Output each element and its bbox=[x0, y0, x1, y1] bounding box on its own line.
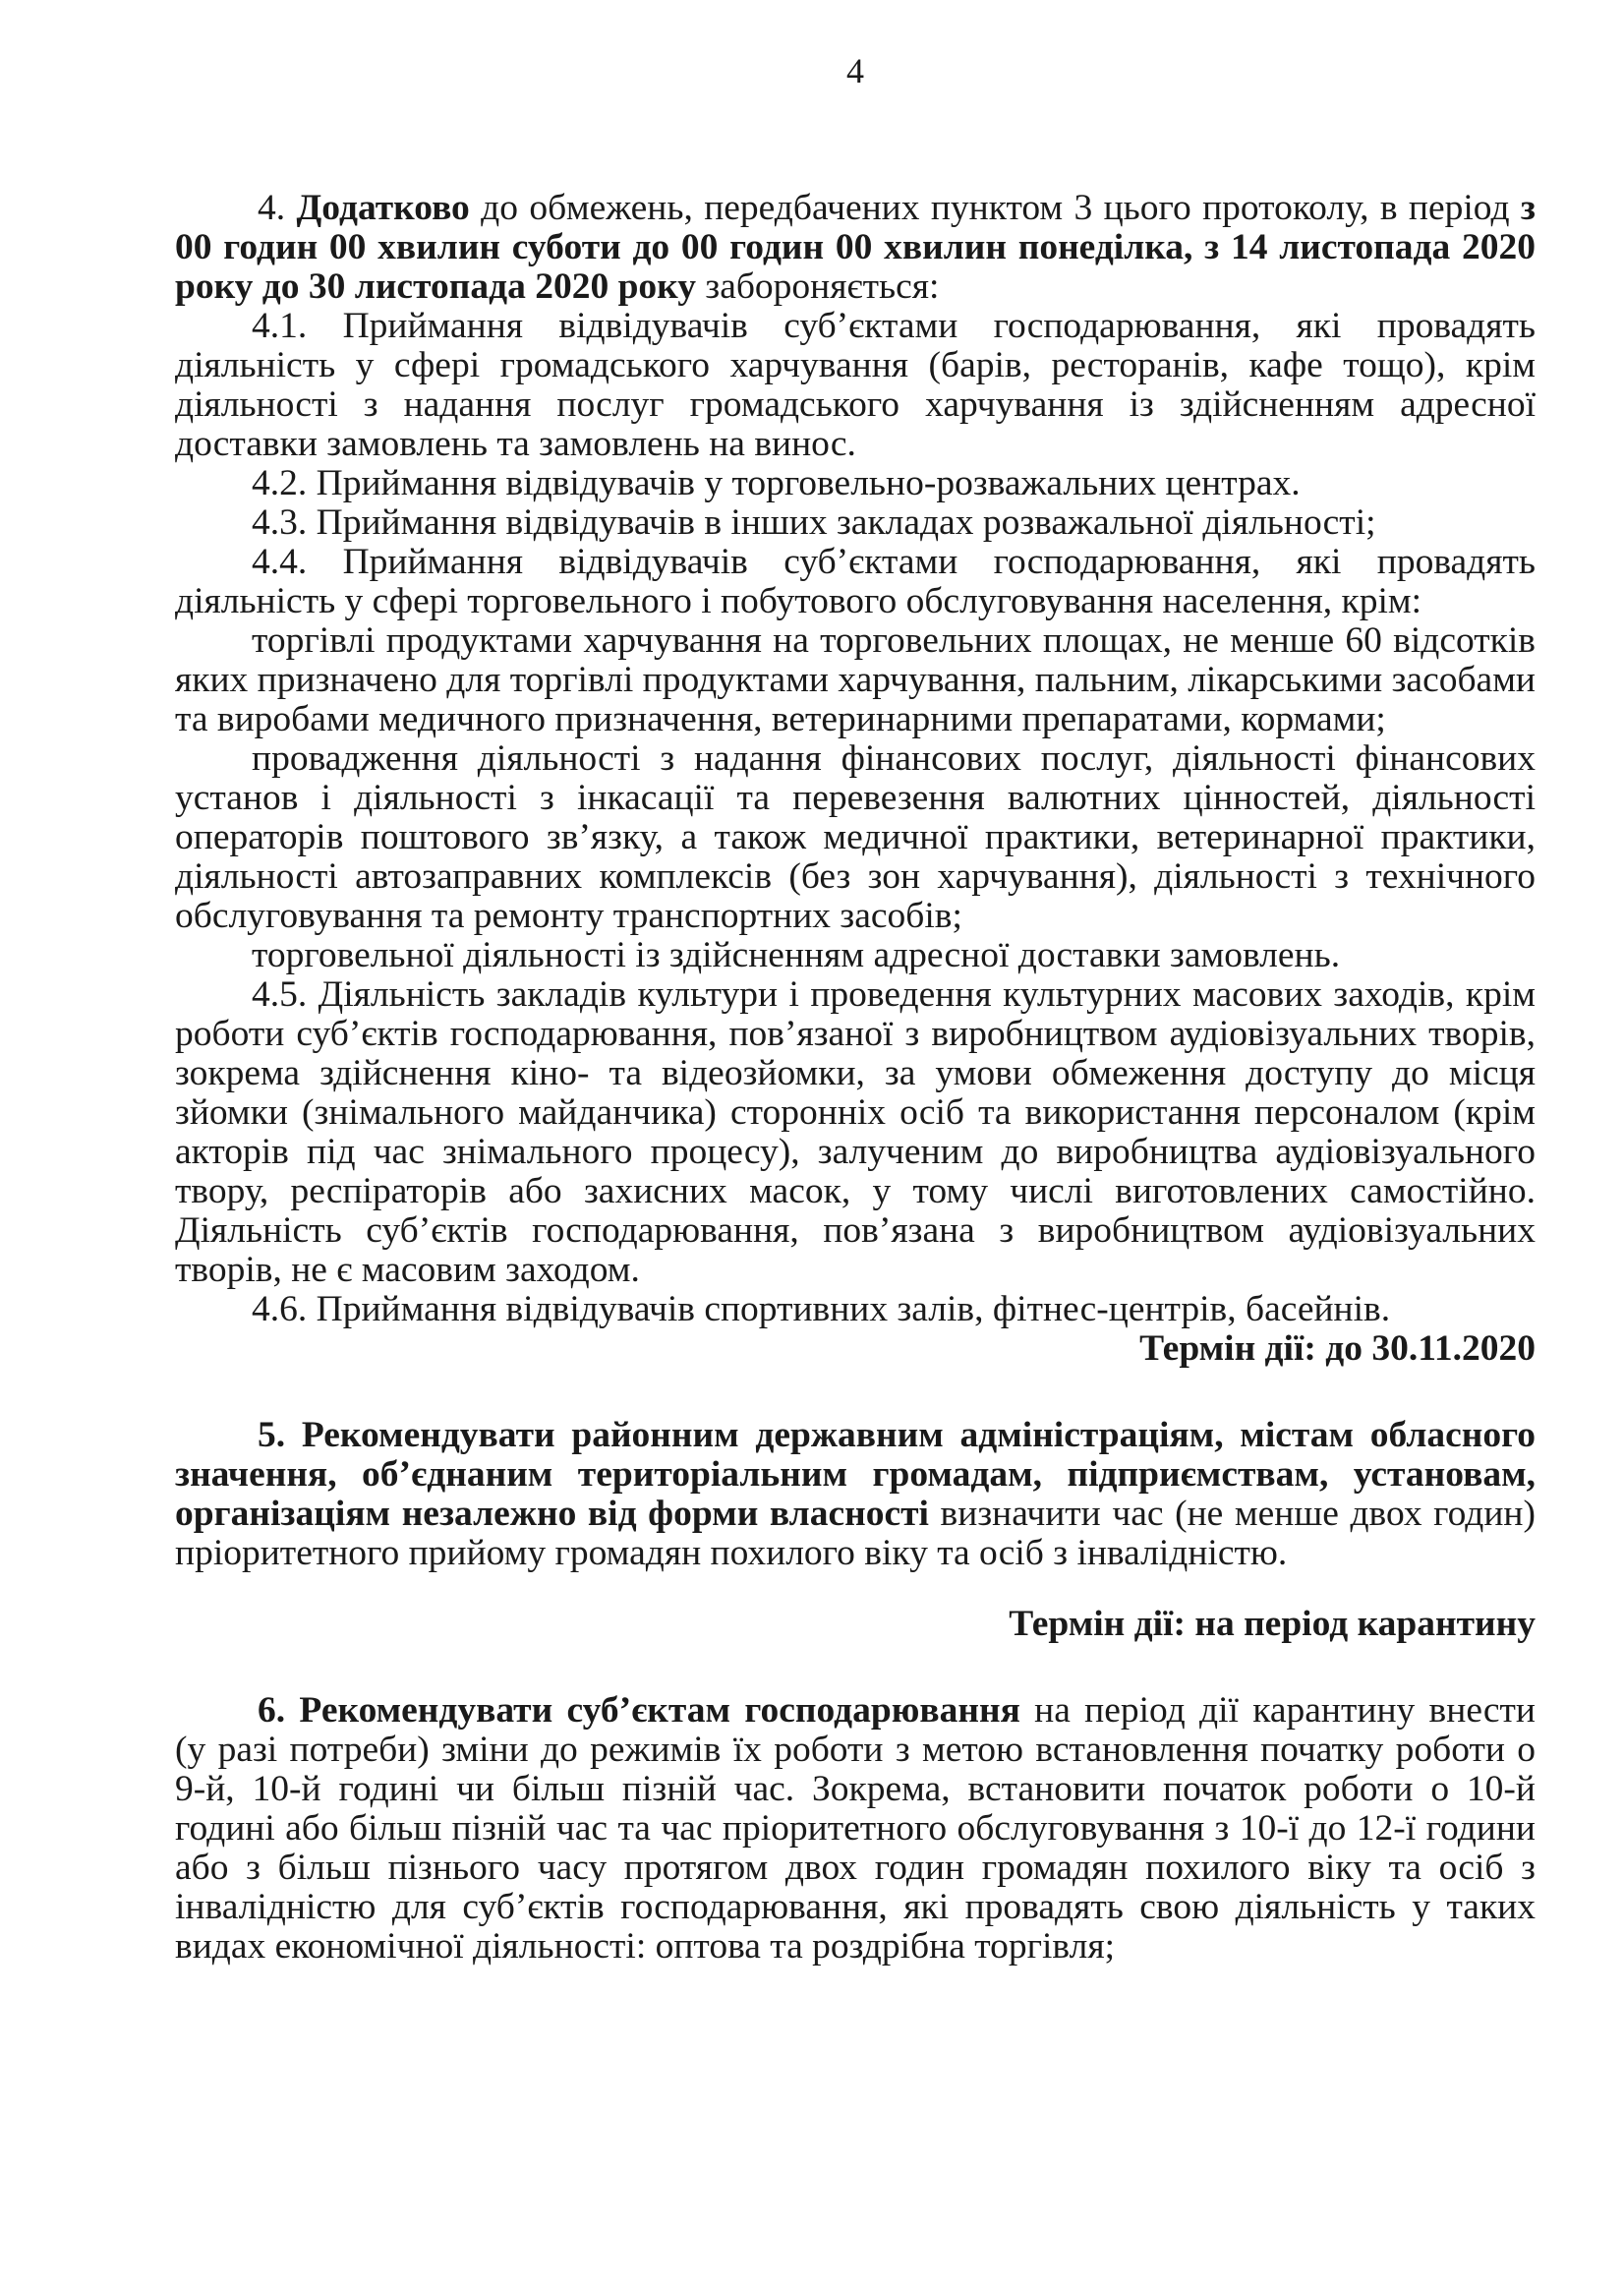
section-4-intro bbox=[175, 189, 1536, 307]
section-4-lead-rest: до обмежень, передбачених пунктом 3 цього протоколу, в період bbox=[469, 188, 1521, 228]
item-4-6: 4.6. Приймання відвідувачів спортивних залів, фітнес-центрів, басейнів. bbox=[252, 1289, 1391, 1329]
section-6-bold: 6. Рекомендувати суб’єктам господарювання bbox=[258, 1690, 1020, 1731]
spacer bbox=[175, 1644, 1536, 1691]
section-5-rest: визначити час (не менше двох годин) пріоритетного прийому громадян похилого віку та осіб з інвалідністю. bbox=[175, 1494, 1536, 1573]
item-4-4: 4.4. Приймання відвідувачів суб’єктами господарювання, які провадять діяльність у сфері торговельного і побутового обслуговування населення, крім: bbox=[175, 542, 1536, 621]
section-4-time-bold: з 00 годин 00 хвилин суботи до 00 годин 00 хвилин понеділка, з 14 листопада 2020 року до 30 листопада 2020 року bbox=[175, 188, 1536, 307]
section-4-number: 4. bbox=[258, 188, 286, 228]
exception-food-trade: торгівлі продуктами харчування на торговельних площах, не менше 60 відсотків яких призначено для торгівлі продуктами харчування, пальним, лікарськими засобами та виробами медичного призначення, ветеринарними препаратами, кормами; bbox=[175, 620, 1536, 739]
item-4-3: 4.3. Приймання відвідувачів в інших закладах розважальної діяльності; bbox=[252, 502, 1376, 543]
section-5 bbox=[175, 1416, 1536, 1573]
section-4-term: Термін дії: до 30.11.2020 bbox=[1139, 1328, 1536, 1369]
spacer bbox=[175, 1573, 1536, 1605]
section-6-rest: на період дії карантину внести (у разі потреби) зміни до режимів їх роботи з метою встановлення початку роботи о 9-й, 10-й годині чи більш пізній час. Зокрема, встановити початок роботи о 10-й годині або більш пізній час та час пріоритетного обслуговування з 10-ї до 12-ї години або з більш пізнього часу протягом двох годин громадян похилого віку та осіб з інвалідністю для суб’єктів господарювання, які провадять свою діяльність у таких видах економічної діяльності: оптова та роздрібна торгівля; bbox=[175, 1690, 1536, 1967]
item-4-5: 4.5. Діяльність закладів культури і проведення культурних масових заходів, крім роботи суб’єктів господарювання, пов’язаної з виробництвом аудіовізуальних творів, зокрема здійснення кіно- та відеозйомки, за умови обмеження доступу до місця зйомки (знімального майданчика) сторонніх осіб та використання персоналом (крім акторів під час знімального процесу), залученим до виробництва аудіовізуального твору, респіраторів або захисних масок, у тому числі виготовлених самостійно. Діяльність суб’єктів господарювання, пов’язана з виробництвом аудіовізуальних творів, не є масовим заходом. bbox=[175, 974, 1536, 1290]
page-number: 4 bbox=[846, 51, 864, 90]
section-5-bold: 5. Рекомендувати районним державним адміністраціям, містам обласного значення, об’єднаним територіальним громадам, підприємствам, установам, організаціям незалежно від форми власності bbox=[175, 1415, 1536, 1534]
exception-financial-services: провадження діяльності з надання фінансових послуг, діяльності фінансових установ і діяльності з інкасації та перевезення валютних цінностей, діяльності операторів поштового зв’язку, а також медичної практики, ветеринарної практики, діяльності автозаправних комплексів (без зон харчування), діяльності з технічного обслуговування та ремонту транспортних засобів; bbox=[175, 738, 1536, 936]
exception-delivery: торговельної діяльності із здійсненням адресної доставки замовлень. bbox=[252, 935, 1341, 975]
spacer bbox=[175, 1369, 1536, 1416]
item-4-1: 4.1. Приймання відвідувачів суб’єктами господарювання, які провадять діяльність у сфері громадського харчування (барів, ресторанів, кафе тощо), крім діяльності з надання послуг громадського харчування із здійсненням адресної доставки замовлень та замовлень на винос. bbox=[175, 306, 1536, 464]
section-5-term: Термін дії: на період карантину bbox=[1009, 1604, 1536, 1644]
section-6 bbox=[175, 1691, 1536, 1967]
section-4-lead-bold: Додатково bbox=[296, 188, 470, 228]
item-4-2: 4.2. Приймання відвідувачів у торговельно-розважальних центрах. bbox=[252, 463, 1301, 503]
section-4-tail: забороняється: bbox=[696, 266, 940, 307]
